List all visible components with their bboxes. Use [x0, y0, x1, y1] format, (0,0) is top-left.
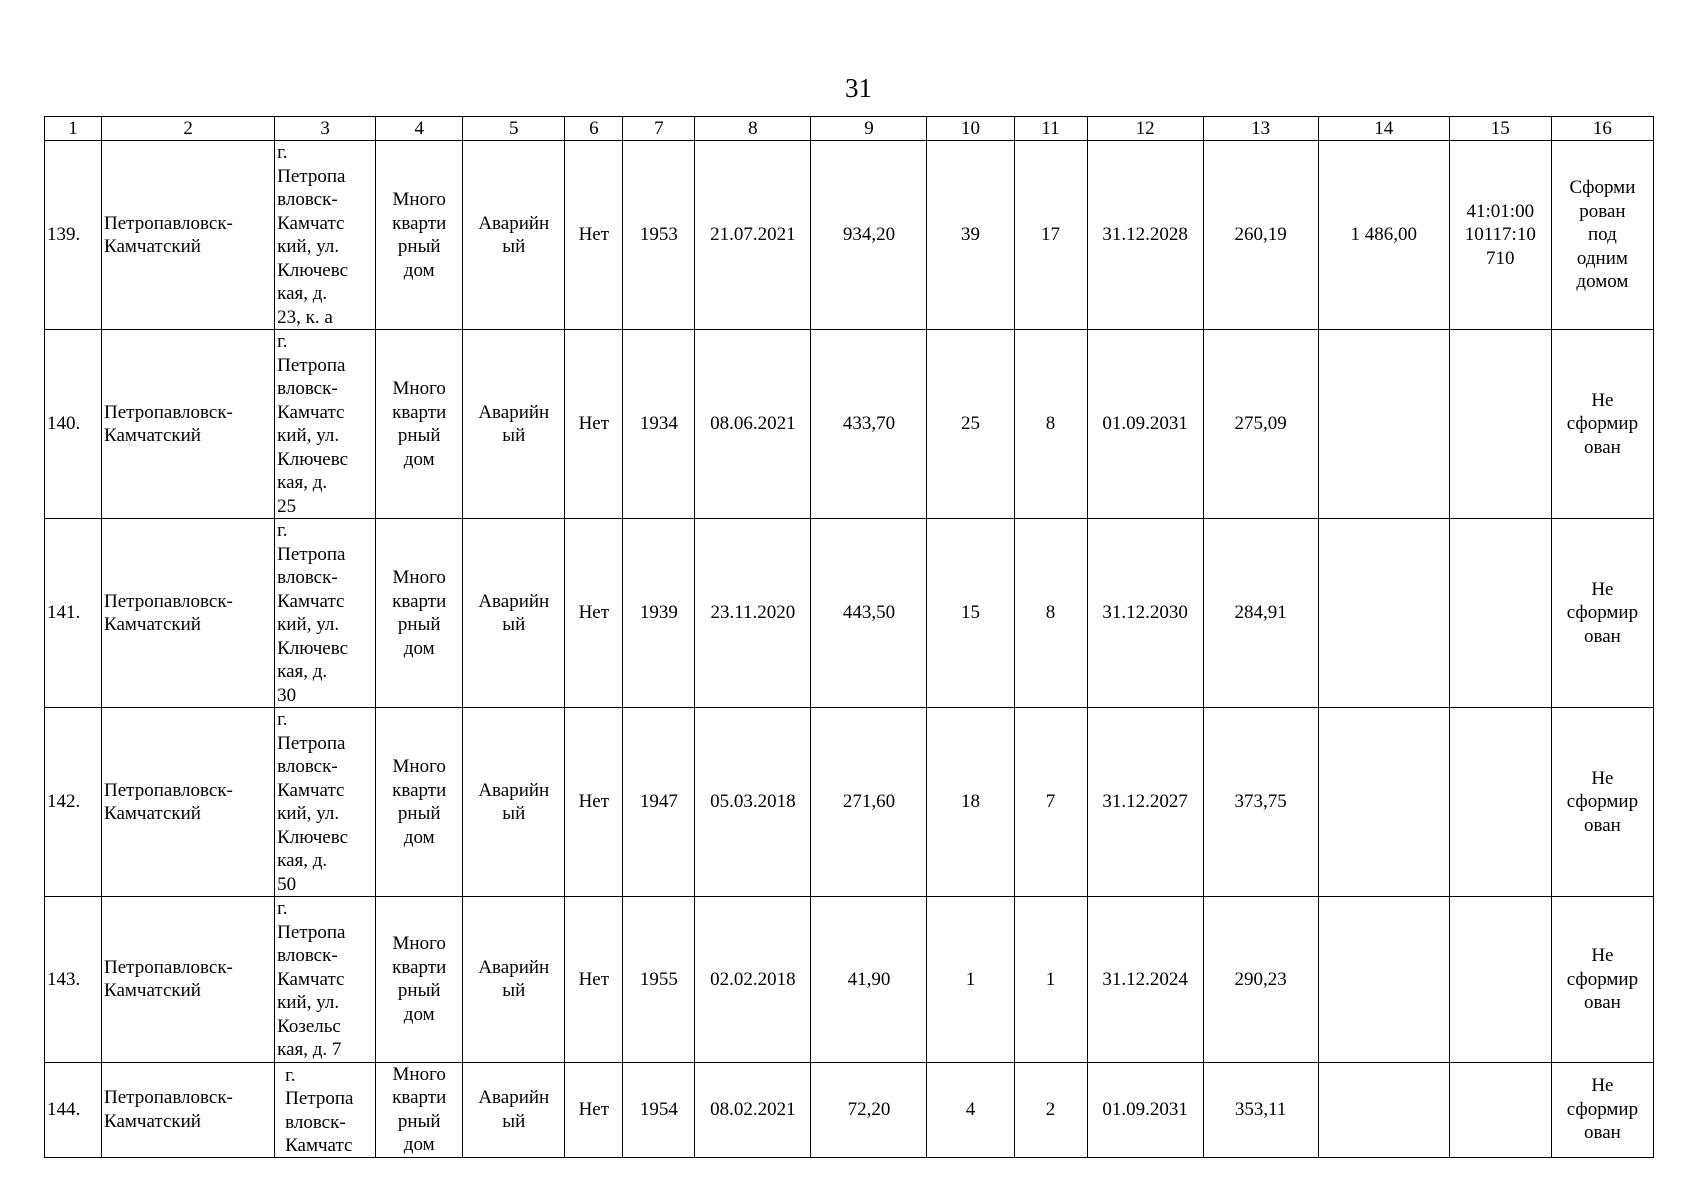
- cadastral-cell: [1449, 897, 1551, 1063]
- flag-cell: Нет: [565, 897, 623, 1063]
- flag-cell: Нет: [565, 330, 623, 519]
- cadastral-cell: 41:01:00 10117:10 710: [1449, 141, 1551, 330]
- column-header: 15: [1449, 117, 1551, 141]
- column-header: 6: [565, 117, 623, 141]
- formation-status-cell: Не сформир ован: [1551, 897, 1653, 1063]
- area-cell: 433,70: [811, 330, 927, 519]
- year-cell: 1954: [623, 1062, 695, 1157]
- column-header: 10: [927, 117, 1014, 141]
- address-cell: [275, 708, 376, 897]
- column-header: 3: [275, 117, 376, 141]
- area-cell: 934,20: [811, 141, 927, 330]
- deadline-cell: 31.12.2024: [1087, 897, 1203, 1063]
- condition-cell: Аварийн ый: [463, 1062, 565, 1157]
- address-cell: [275, 141, 376, 330]
- column-header: 7: [623, 117, 695, 141]
- col13-cell: 353,11: [1203, 1062, 1318, 1157]
- locality-cell: Петропавловск- Камчатский: [102, 897, 275, 1063]
- building-type-cell: Много кварти рный дом: [376, 330, 463, 519]
- col10-cell: 39: [927, 141, 1014, 330]
- table-row: [45, 897, 1654, 1063]
- column-header: 1: [45, 117, 102, 141]
- row-number: 140.: [45, 330, 102, 519]
- address-text: г. Петропа вловск- Камчатс кий, ул. Ключевс кая, д. 25: [277, 331, 349, 517]
- locality-cell: Петропавловск- Камчатский: [102, 519, 275, 708]
- col14-cell: [1318, 1062, 1449, 1157]
- address-cell: [275, 330, 376, 519]
- address-cell: [275, 897, 376, 1063]
- table-row: [45, 708, 1654, 897]
- col14-cell: [1318, 330, 1449, 519]
- area-cell: 41,90: [811, 897, 927, 1063]
- address-text: г. Петропа вловск- Камчатс кий, ул. Ключевс кая, д. 30: [277, 520, 349, 706]
- column-header: 13: [1203, 117, 1318, 141]
- flag-cell: Нет: [565, 1062, 623, 1157]
- deadline-cell: 31.12.2027: [1087, 708, 1203, 897]
- registry-table: [44, 116, 1654, 1158]
- date-cell: 08.02.2021: [695, 1062, 811, 1157]
- address-text: г. Петропа вловск- Камчатс кий, ул. Козельс кая, д. 7: [277, 898, 346, 1060]
- col10-cell: 18: [927, 708, 1014, 897]
- col14-cell: 1 486,00: [1318, 141, 1449, 330]
- col11-cell: 7: [1014, 708, 1087, 897]
- formation-status-cell: Не сформир ован: [1551, 708, 1653, 897]
- col13-cell: 284,91: [1203, 519, 1318, 708]
- table-row: [45, 1062, 1654, 1157]
- year-cell: 1955: [623, 897, 695, 1063]
- building-type-cell: Много кварти рный дом: [376, 897, 463, 1063]
- formation-status-cell: Не сформир ован: [1551, 519, 1653, 708]
- locality-cell: Петропавловск- Камчатский: [102, 330, 275, 519]
- area-cell: 271,60: [811, 708, 927, 897]
- area-cell: 443,50: [811, 519, 927, 708]
- deadline-cell: 31.12.2028: [1087, 141, 1203, 330]
- deadline-cell: 31.12.2030: [1087, 519, 1203, 708]
- date-cell: 21.07.2021: [695, 141, 811, 330]
- col13-cell: 260,19: [1203, 141, 1318, 330]
- year-cell: 1934: [623, 330, 695, 519]
- building-type-cell: Много кварти рный дом: [376, 1062, 463, 1157]
- condition-cell: Аварийн ый: [463, 519, 565, 708]
- col14-cell: [1318, 519, 1449, 708]
- table-body: [45, 141, 1654, 1158]
- column-header: 2: [102, 117, 275, 141]
- col10-cell: 15: [927, 519, 1014, 708]
- condition-cell: Аварийн ый: [463, 330, 565, 519]
- date-cell: 23.11.2020: [695, 519, 811, 708]
- date-cell: 05.03.2018: [695, 708, 811, 897]
- condition-cell: Аварийн ый: [463, 708, 565, 897]
- table-row: [45, 141, 1654, 330]
- cadastral-cell: [1449, 708, 1551, 897]
- date-cell: 08.06.2021: [695, 330, 811, 519]
- col11-cell: 8: [1014, 519, 1087, 708]
- column-header: 11: [1014, 117, 1087, 141]
- date-cell: 02.02.2018: [695, 897, 811, 1063]
- col14-cell: [1318, 708, 1449, 897]
- table-header: [45, 117, 1654, 141]
- col13-cell: 275,09: [1203, 330, 1318, 519]
- locality-cell: Петропавловск- Камчатский: [102, 1062, 275, 1157]
- table-row: [45, 330, 1654, 519]
- year-cell: 1953: [623, 141, 695, 330]
- locality-cell: Петропавловск- Камчатский: [102, 708, 275, 897]
- building-type-cell: Много кварти рный дом: [376, 141, 463, 330]
- building-type-cell: Много кварти рный дом: [376, 708, 463, 897]
- year-cell: 1939: [623, 519, 695, 708]
- cadastral-cell: [1449, 1062, 1551, 1157]
- col10-cell: 1: [927, 897, 1014, 1063]
- year-cell: 1947: [623, 708, 695, 897]
- col10-cell: 4: [927, 1062, 1014, 1157]
- deadline-cell: 01.09.2031: [1087, 330, 1203, 519]
- header-row: [45, 117, 1654, 141]
- row-number: 142.: [45, 708, 102, 897]
- flag-cell: Нет: [565, 519, 623, 708]
- condition-cell: Аварийн ый: [463, 141, 565, 330]
- col11-cell: 17: [1014, 141, 1087, 330]
- col13-cell: 290,23: [1203, 897, 1318, 1063]
- column-header: 5: [463, 117, 565, 141]
- column-header: 14: [1318, 117, 1449, 141]
- address-cell: [275, 1062, 376, 1157]
- column-header: 12: [1087, 117, 1203, 141]
- building-type-cell: Много кварти рный дом: [376, 519, 463, 708]
- col11-cell: 1: [1014, 897, 1087, 1063]
- address-text: г. Петропа вловск- Камчатс кий, ул. Ключевс кая, д. 50: [277, 709, 349, 895]
- column-header: 8: [695, 117, 811, 141]
- row-number: 139.: [45, 141, 102, 330]
- address-text: г. Петропа вловск- Камчатс: [285, 1064, 354, 1156]
- cadastral-cell: [1449, 519, 1551, 708]
- row-number: 144.: [45, 1062, 102, 1157]
- deadline-cell: 01.09.2031: [1087, 1062, 1203, 1157]
- page-number: 31: [845, 73, 872, 103]
- col10-cell: 25: [927, 330, 1014, 519]
- formation-status-cell: Не сформир ован: [1551, 330, 1653, 519]
- col13-cell: 373,75: [1203, 708, 1318, 897]
- formation-status-cell: Сформи рован под одним домом: [1551, 141, 1653, 330]
- row-number: 143.: [45, 897, 102, 1063]
- column-header: 9: [811, 117, 927, 141]
- col11-cell: 2: [1014, 1062, 1087, 1157]
- flag-cell: Нет: [565, 708, 623, 897]
- col14-cell: [1318, 897, 1449, 1063]
- locality-cell: Петропавловск- Камчатский: [102, 141, 275, 330]
- area-cell: 72,20: [811, 1062, 927, 1157]
- condition-cell: Аварийн ый: [463, 897, 565, 1063]
- col11-cell: 8: [1014, 330, 1087, 519]
- address-text: г. Петропа вловск- Камчатс кий, ул. Ключевс кая, д. 23, к. а: [277, 142, 349, 328]
- flag-cell: Нет: [565, 141, 623, 330]
- cadastral-cell: [1449, 330, 1551, 519]
- table-row: [45, 519, 1654, 708]
- column-header: 4: [376, 117, 463, 141]
- address-cell: [275, 519, 376, 708]
- formation-status-cell: Не сформир ован: [1551, 1062, 1653, 1157]
- column-header: 16: [1551, 117, 1653, 141]
- row-number: 141.: [45, 519, 102, 708]
